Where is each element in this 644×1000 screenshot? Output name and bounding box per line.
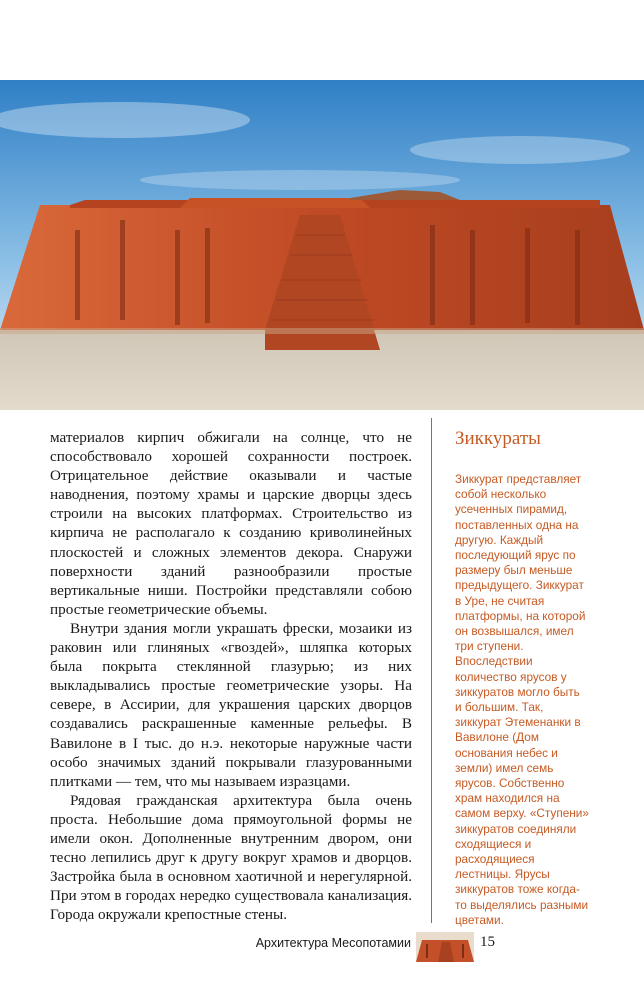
footer-section-title: Архитектура Месопотамии [255, 936, 411, 950]
main-article-text [50, 428, 412, 924]
ziggurat-photo [0, 80, 644, 410]
sidebar-divider [431, 418, 432, 923]
sidebar-title: Зиккураты [455, 428, 541, 449]
ziggurat-photo-illustration [0, 80, 644, 410]
page-number: 15 [480, 934, 495, 950]
sidebar-body: Зиккурат представляет собой несколько усеченных пирамид, поставленных одна на другую. Каждый последующий ярус по размеру был меньше предыдущего. Зиккурат в Уре, не считая платформы, на которой он возвышался, имел три ступени. Впоследствии количество ярусов у зиккуратов могло быть и большим. Так, зиккурат Этеменанки в Вавилоне (Дом основания небес и земли) имел семь ярусов. Собственно храм находился на самом верху. «Ступени» зиккуратов соединяли сходящиеся и расходящиеся лестницы. Ярусы зиккуратов тоже когда-то выделялись разными цветами. [455, 472, 589, 927]
footer-thumbnail [416, 932, 474, 962]
ziggurat-thumbnail-icon [416, 932, 474, 962]
article-paragraph-2: Внутри здания могли украшать фрески, мозаики из раковин или глиняных «гвоздей», шляпка которых была покрыта стеклянной глазурью; из них выкладывались простые геометрические узоры. На севере, в Ассирии, для украшения царских дворцов создавались раскрашенные каменные рельефы. В Вавилоне в I тыс. до н.э. некоторые наружные части особо значимых зданий покрывали глазурованными плитками — тем, что мы называем изразцами. [50, 619, 412, 790]
article-paragraph-1: материалов кирпич обжигали на солнце, что не способствовало хорошей сохранности построек. Отрицательное действие оказывали и частые наводнения, поэтому храмы и царские дворцы здесь строили на высоких платформах. Строительство из кирпича не располагало к созданию криволинейных плоскостей и сложных элементов декора. Снаружи поверхности зданий разнообразили простые вертикальные ниши. Постройки представляли собою простые геометрические объемы. [50, 429, 412, 618]
article-paragraph-3: Рядовая гражданская архитектура была очень проста. Небольшие дома прямоугольной формы не имели окон. Дополненные внутренним двором, они тесно лепились друг к другу вокруг храмов и дворцов. Застройка была в основном хаотичной и нерегулярной. При этом в городах нередко существовала канализация. Города окружали крепостные стены. [50, 791, 412, 924]
